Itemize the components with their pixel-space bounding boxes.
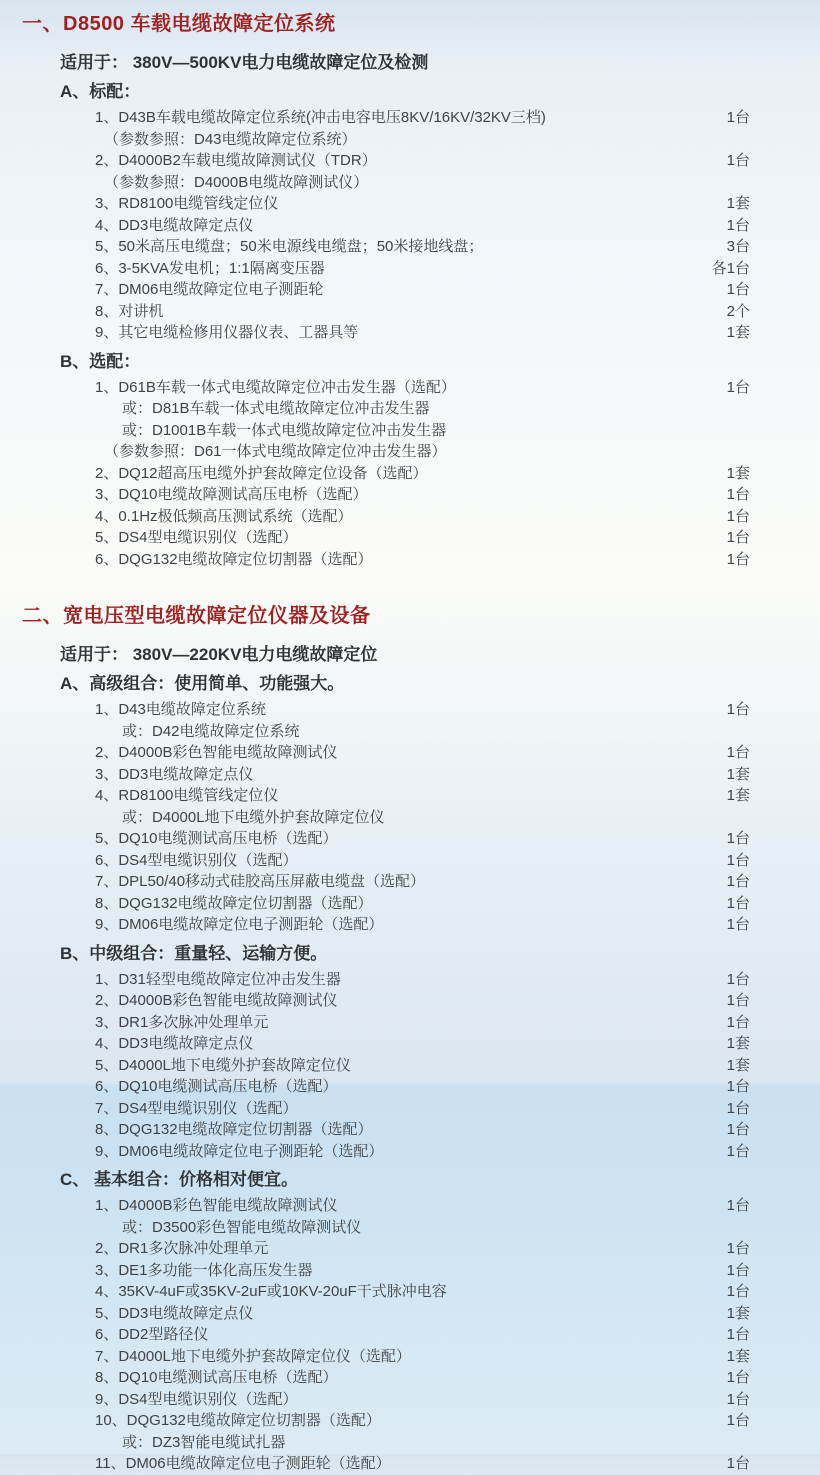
item-quantity: 1台 <box>726 916 750 933</box>
list-item <box>0 215 820 237</box>
item-label: 3、DR1多次脉冲处理单元 <box>95 1013 269 1031</box>
subitem-label: 或：DZ3智能电缆试扎器 <box>122 1433 286 1451</box>
list-item <box>0 893 820 915</box>
item-label: 9、DM06电缆故障定位电子测距轮（选配） <box>95 1142 384 1160</box>
item-label: 6、3-5KVA发电机；1:1隔离变压器 <box>95 259 325 277</box>
item-label: 5、50米高压电缆盘；50米电源线电缆盘；50米接地线盘； <box>95 238 484 255</box>
item-quantity: 2个 <box>726 302 750 320</box>
item-quantity: 1台 <box>726 1099 750 1117</box>
item-quantity: 1台 <box>726 1142 750 1160</box>
item-label: 8、对讲机 <box>95 302 164 320</box>
list-item <box>0 463 820 485</box>
item-label: 1、D31轻型电缆故障定位冲击发生器 <box>95 970 341 988</box>
item-quantity: 1台 <box>726 486 750 503</box>
item-label: 4、RD8100电缆管线定位仪 <box>95 787 279 804</box>
list-item <box>0 1141 820 1163</box>
list-item <box>0 150 820 172</box>
item-label: 6、DQG132电缆故障定位切割器（选配） <box>95 550 373 568</box>
group-header: C、 基本组合：价格相对便宜。 <box>60 1170 298 1189</box>
list-item <box>0 742 820 764</box>
item-quantity: 1套 <box>726 1056 750 1074</box>
item-label: 5、DD3电缆故障定点仪 <box>95 1304 254 1322</box>
list-item <box>0 1012 820 1034</box>
subitem-label: （参数参照：D61一体式电缆故障定位冲击发生器） <box>104 443 447 460</box>
item-quantity: 1台 <box>726 873 750 890</box>
item-label: 7、DPL50/40移动式硅胶高压屏蔽电缆盘（选配） <box>95 873 426 890</box>
subitem-label: 或：D1001B车载一体式电缆故障定位冲击发生器 <box>122 421 447 439</box>
group-header: B、中级组合：重量轻、运输方便。 <box>60 943 328 963</box>
list-item <box>0 785 820 807</box>
item-label: 2、D4000B2车载电缆故障测试仪（TDR） <box>95 152 377 169</box>
list-item <box>0 1303 820 1325</box>
list-item <box>0 279 820 301</box>
list-item <box>0 1389 820 1411</box>
list-item <box>0 193 820 215</box>
list-item <box>0 764 820 786</box>
item-quantity: 1台 <box>726 1078 750 1095</box>
item-quantity: 1套 <box>726 195 750 212</box>
list-item <box>0 828 820 850</box>
item-label: 3、DD3电缆故障定点仪 <box>95 765 254 783</box>
item-label: 5、D4000L地下电缆外护套故障定位仪 <box>95 1056 351 1074</box>
subitem-label: 或：D81B车载一体式电缆故障定位冲击发生器 <box>122 400 430 417</box>
list-item <box>0 1281 820 1303</box>
item-label: 4、DD3电缆故障定点仪 <box>95 216 254 234</box>
item-quantity: 1套 <box>726 464 750 482</box>
item-quantity: 1套 <box>726 787 750 804</box>
item-quantity: 1台 <box>726 992 750 1009</box>
item-quantity: 1台 <box>726 216 750 234</box>
list-item <box>0 377 820 399</box>
group-header: B、选配： <box>60 351 141 371</box>
item-label: 4、DD3电缆故障定点仪 <box>95 1035 254 1052</box>
item-quantity: 1台 <box>726 507 750 525</box>
list-item <box>0 1238 820 1260</box>
item-quantity: 1台 <box>726 1121 750 1138</box>
item-quantity: 1台 <box>726 701 750 718</box>
item-quantity: 1台 <box>726 1240 750 1257</box>
subitem-label: 或：D4000L地下电缆外护套故障定位仪 <box>122 808 385 826</box>
list-item <box>0 990 820 1012</box>
item-label: 11、DM06电缆故障定位电子测距轮（选配） <box>95 1455 391 1472</box>
list-item <box>0 1410 820 1432</box>
list-item <box>0 107 820 129</box>
list-item <box>0 1055 820 1077</box>
list-item <box>0 1119 820 1141</box>
list-subitem <box>0 441 820 463</box>
list-item <box>0 258 820 280</box>
item-label: 2、DR1多次脉冲处理单元 <box>95 1240 269 1257</box>
item-label: 1、D43电缆故障定位系统 <box>95 701 266 718</box>
item-quantity: 1台 <box>726 830 750 847</box>
list-subitem <box>0 721 820 743</box>
item-label: 3、DQ10电缆故障测试高压电桥（选配） <box>95 486 368 503</box>
section-title: 二、宽电压型电缆故障定位仪器及设备 <box>22 605 371 627</box>
item-quantity: 3台 <box>726 238 750 255</box>
item-label: 5、DQ10电缆测试高压电桥（选配） <box>95 830 338 847</box>
item-quantity: 1套 <box>726 324 750 341</box>
item-label: 6、DS4型电缆识别仪（选配） <box>95 851 298 869</box>
item-quantity: 1台 <box>726 1283 750 1300</box>
item-label: 9、其它电缆检修用仪器仪表、工器具等 <box>95 324 359 341</box>
item-quantity: 1台 <box>726 1369 750 1386</box>
item-label: 8、DQG132电缆故障定位切割器（选配） <box>95 1121 373 1138</box>
list-item <box>0 322 820 344</box>
list-item <box>0 1324 820 1346</box>
item-quantity: 1台 <box>726 281 750 298</box>
item-label: 3、RD8100电缆管线定位仪 <box>95 195 279 212</box>
list-item <box>0 1367 820 1389</box>
list-subitem <box>0 807 820 829</box>
item-label: 6、DD2型路径仪 <box>95 1326 209 1343</box>
list-item <box>0 871 820 893</box>
item-quantity: 1套 <box>726 1304 750 1322</box>
subitem-label: （参数参照：D4000B电缆故障测试仪） <box>104 173 369 191</box>
item-label: 1、D43B车载电缆故障定位系统(冲击电容电压8KV/16KV/32KV三档) <box>95 109 546 126</box>
list-item <box>0 1453 820 1475</box>
list-item <box>0 549 820 571</box>
list-item <box>0 969 820 991</box>
item-label: 1、D61B车载一体式电缆故障定位冲击发生器（选配） <box>95 378 456 396</box>
section-title: 一、D8500 车载电缆故障定位系统 <box>22 13 336 35</box>
list-item <box>0 1260 820 1282</box>
section-1 <box>0 12 820 570</box>
item-label: 2、DQ12超高压电缆外护套故障定位设备（选配） <box>95 464 428 482</box>
subitem-label: 或：D3500彩色智能电缆故障测试仪 <box>122 1218 362 1236</box>
list-subitem <box>0 172 820 194</box>
item-quantity: 1台 <box>726 894 750 912</box>
item-label: 4、35KV-4uF或35KV-2uF或10KV-20uF干式脉冲电容 <box>95 1283 447 1300</box>
item-label: 1、D4000B彩色智能电缆故障测试仪 <box>95 1197 338 1214</box>
item-label: 9、DS4型电缆识别仪（选配） <box>95 1390 298 1408</box>
item-label: 6、DQ10电缆测试高压电桥（选配） <box>95 1078 338 1095</box>
item-quantity: 1套 <box>726 1347 750 1365</box>
item-label: 8、DQ10电缆测试高压电桥（选配） <box>95 1369 338 1386</box>
item-label: 7、DM06电缆故障定位电子测距轮 <box>95 281 324 298</box>
item-label: 8、DQG132电缆故障定位切割器（选配） <box>95 894 373 912</box>
list-item <box>0 1195 820 1217</box>
item-label: 4、0.1Hz极低频高压测试系统（选配） <box>95 507 353 525</box>
list-subitem <box>0 129 820 151</box>
list-item <box>0 506 820 528</box>
subitem-label: （参数参照：D43电缆故障定位系统） <box>104 130 357 148</box>
item-quantity: 1台 <box>726 529 750 546</box>
item-label: 2、D4000B彩色智能电缆故障测试仪 <box>95 744 338 761</box>
list-item <box>0 527 820 549</box>
list-item <box>0 850 820 872</box>
list-subitem <box>0 1217 820 1239</box>
item-quantity: 1台 <box>726 851 750 869</box>
item-quantity: 1套 <box>726 765 750 783</box>
list-item <box>0 1098 820 1120</box>
item-label: 7、D4000L地下电缆外护套故障定位仪（选配） <box>95 1347 411 1365</box>
item-quantity: 1台 <box>726 1390 750 1408</box>
item-quantity: 1台 <box>726 1261 750 1279</box>
item-label: 7、DS4型电缆识别仪（选配） <box>95 1099 298 1117</box>
item-label: 10、DQG132电缆故障定位切割器（选配） <box>95 1412 381 1429</box>
list-item <box>0 1346 820 1368</box>
item-label: 2、D4000B彩色智能电缆故障测试仪 <box>95 992 338 1009</box>
item-quantity: 1台 <box>726 1455 750 1472</box>
list-item <box>0 301 820 323</box>
item-quantity: 1台 <box>726 1326 750 1343</box>
section-scope: 适用于： 380V—220KV电力电缆故障定位 <box>60 645 378 664</box>
item-quantity: 1台 <box>726 378 750 396</box>
list-subitem <box>0 1432 820 1454</box>
item-label: 5、DS4型电缆识别仪（选配） <box>95 529 298 546</box>
item-label: 9、DM06电缆故障定位电子测距轮（选配） <box>95 916 384 933</box>
item-quantity: 1套 <box>726 1035 750 1052</box>
list-item <box>0 1076 820 1098</box>
list-item <box>0 236 820 258</box>
item-quantity: 1台 <box>726 744 750 761</box>
section-2 <box>0 604 820 1475</box>
list-item <box>0 1033 820 1055</box>
item-label: 3、DE1多功能一体化高压发生器 <box>95 1261 313 1279</box>
subitem-label: 或：D42电缆故障定位系统 <box>122 722 300 740</box>
section-scope: 适用于： 380V—500KV电力电缆故障定位及检测 <box>60 53 429 72</box>
list-subitem <box>0 420 820 442</box>
item-quantity: 各1台 <box>711 259 750 277</box>
list-subitem <box>0 398 820 420</box>
item-quantity: 1台 <box>726 109 750 126</box>
list-item <box>0 699 820 721</box>
item-quantity: 1台 <box>726 1013 750 1031</box>
group-header: A、高级组合：使用简单、功能强大。 <box>60 674 345 693</box>
item-quantity: 1台 <box>726 152 750 169</box>
item-quantity: 1台 <box>726 550 750 568</box>
item-quantity: 1台 <box>726 1197 750 1214</box>
list-item <box>0 914 820 936</box>
group-header: A、标配： <box>60 82 141 101</box>
list-item <box>0 484 820 506</box>
item-quantity: 1台 <box>726 970 750 988</box>
item-quantity: 1台 <box>726 1412 750 1429</box>
